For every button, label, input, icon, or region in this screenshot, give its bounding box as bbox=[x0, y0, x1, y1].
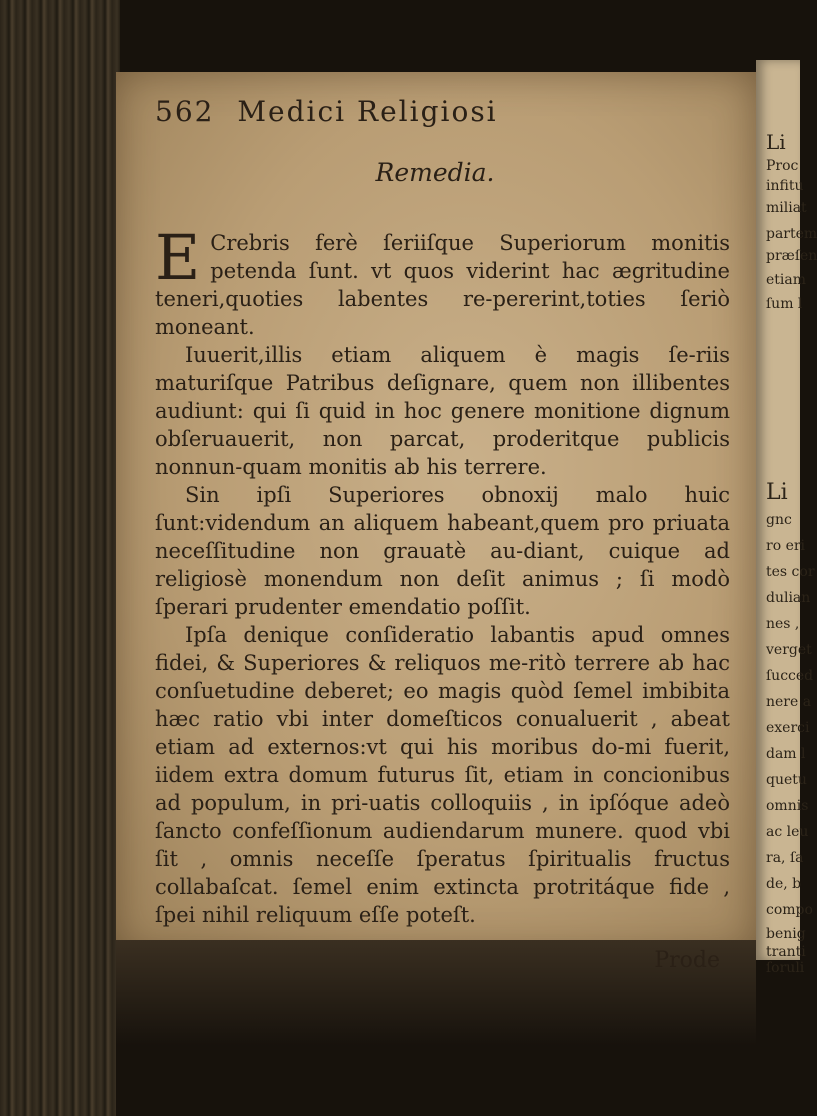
facing-fragment: verget bbox=[766, 642, 812, 658]
drop-cap: E bbox=[155, 221, 201, 294]
facing-fragment: gnc bbox=[766, 512, 792, 528]
facing-fragment: nere a bbox=[766, 694, 812, 710]
facing-page-strip bbox=[756, 60, 817, 976]
facing-fragment: etiam bbox=[766, 272, 807, 288]
facing-fragment: Li bbox=[766, 130, 786, 154]
paragraph bbox=[155, 221, 730, 341]
paragraph: Sin ipſi Superiores obnoxij malo huic ſunt:videndum an aliquem habeant,quem pro priuata neceſſitudine non grauatè au-diant, cuique ad religiosè monendum non deſit animus ; ſi modò ſperari prudenter emendatio poſſit. bbox=[155, 483, 730, 619]
facing-fragment: tes cor bbox=[766, 564, 815, 580]
running-header bbox=[155, 95, 735, 128]
facing-fragment: benig bbox=[766, 926, 806, 942]
paragraph: Ipſa denique conſideratio labantis apud omnes fidei, & Superiores & reliquos me-ritò terrere ab hac conſuetudine deberet; eo magis quòd ſemel imbibita hæc ratio vbi inter domeſticos conualuerit , abeat etiam ad externos:vt qui his moribus do-mi fuerit, iidem extra domum futurus ſit, etiam in concionibus ad populum, in pri-uatis colloquiis , in ipſóque adeò ſancto confeſſionum audiendarum munere. quod vbi ſit , omnis neceſſe ſperatus ſpiritualis fructus collabaſcat. ſemel enim extincta protritáque fide , ſpei nihil reliquum eſſe poteſt. bbox=[155, 623, 730, 927]
facing-fragment: de, b bbox=[766, 876, 802, 892]
facing-fragment: præſen bbox=[766, 248, 817, 264]
facing-fragment: dam l bbox=[766, 746, 806, 762]
paragraph: Iuuerit,illis etiam aliquem è magis ſe-riis maturiſque Patribus deſignare, quem non illibentes audiunt: qui ſi quid in hoc genere monitione dignum obſeruauerit, non parcat, proderitque publicis nonnun-quam monitis ab his terrere. bbox=[155, 343, 730, 479]
page-number: 562 bbox=[155, 95, 215, 128]
page-content bbox=[135, 75, 735, 975]
facing-fragment: omnis bbox=[766, 798, 809, 814]
facing-fragment: partem bbox=[766, 226, 817, 242]
facing-fragment: infitu bbox=[766, 178, 804, 194]
paragraph-text: Crebris ferè ſeriiſque Superiorum monitis petenda ſunt. vt quos viderint hac ægritudine teneri,quoties labentes re-pererint,toties ſeriò moneant. bbox=[155, 231, 730, 339]
facing-fragment: ſucced bbox=[766, 668, 814, 684]
facing-fragment: ſoruli bbox=[766, 960, 805, 976]
facing-fragment: ra, ſa bbox=[766, 850, 804, 866]
catchword: Prode bbox=[654, 948, 720, 973]
facing-fragment: ſum l bbox=[766, 296, 803, 312]
facing-fragment: Li bbox=[766, 480, 788, 505]
facing-fragment: quetu bbox=[766, 772, 807, 788]
facing-fragment: exerci bbox=[766, 720, 810, 736]
facing-fragment: compo bbox=[766, 902, 813, 918]
running-title: Medici Religiosi bbox=[237, 95, 498, 128]
section-title: Remedia. bbox=[375, 158, 495, 187]
facing-fragment: miliat bbox=[766, 200, 807, 216]
facing-fragment: ro eri bbox=[766, 538, 806, 554]
facing-fragment: ac leu bbox=[766, 824, 809, 840]
facing-fragment: tranti bbox=[766, 944, 806, 960]
body-text bbox=[155, 221, 730, 975]
facing-fragment: dulian bbox=[766, 590, 811, 606]
facing-fragment: nes , bbox=[766, 616, 800, 632]
facing-fragment: Proc bbox=[766, 158, 799, 174]
book-gutter bbox=[0, 0, 120, 1116]
